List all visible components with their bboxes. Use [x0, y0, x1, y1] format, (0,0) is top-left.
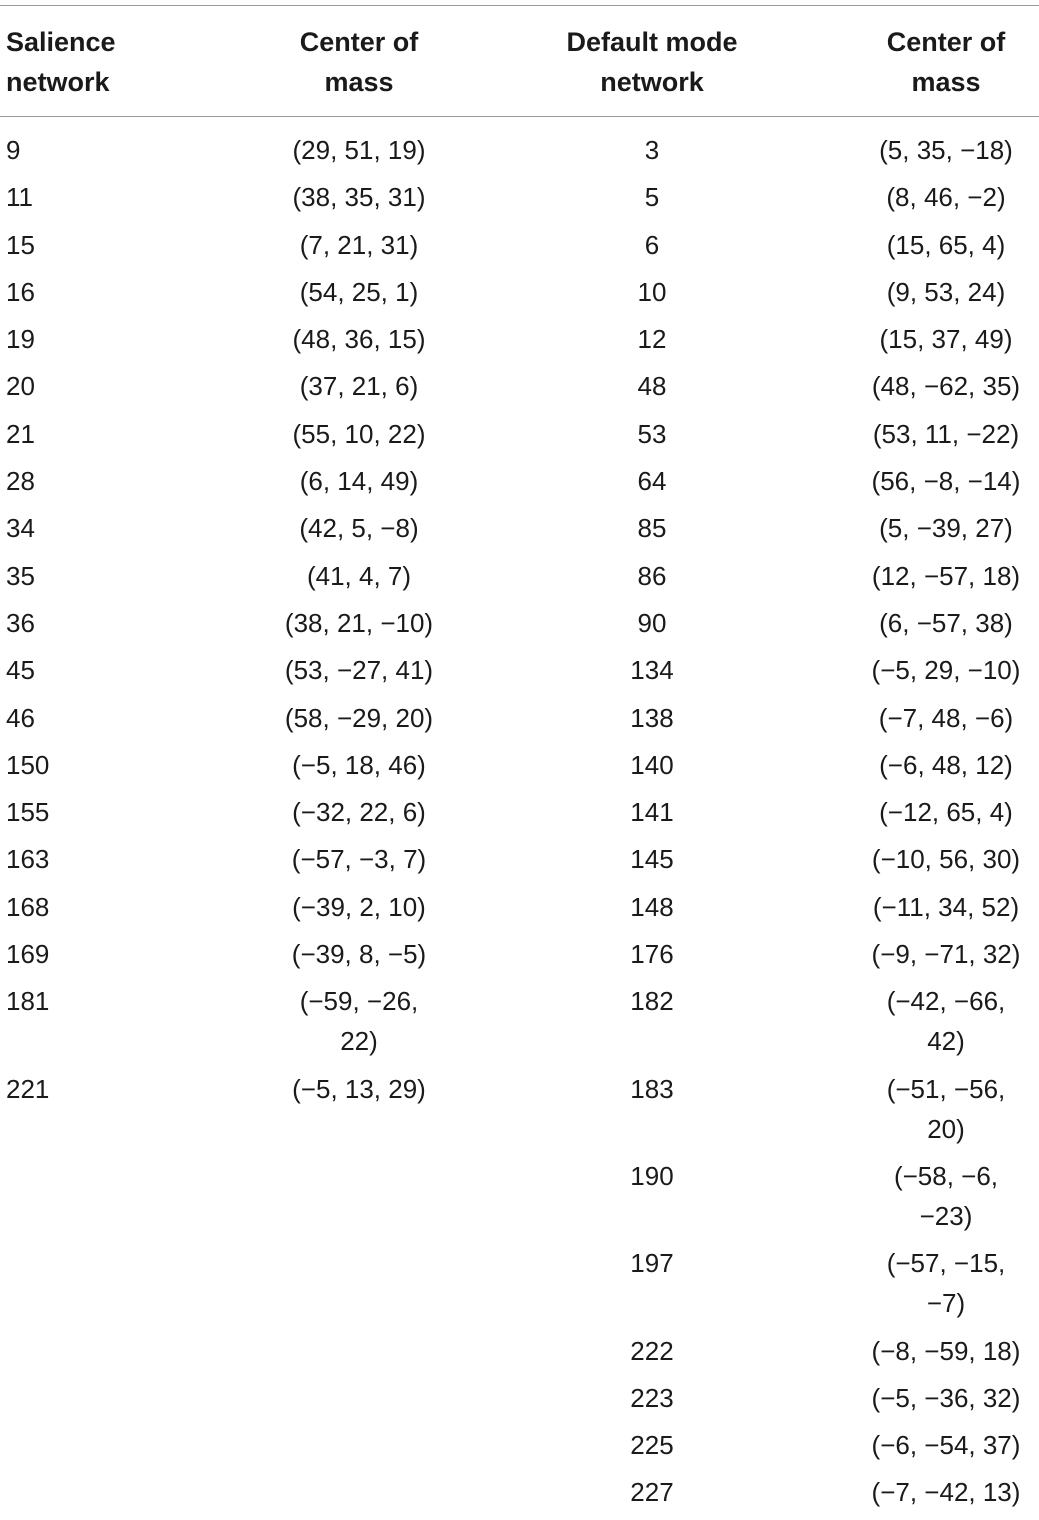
- cell-dmn-center: (15, 65, 4): [886, 229, 1006, 260]
- cell-salience-node: 16: [6, 276, 35, 307]
- cell-salience-center: (38, 21, −10): [284, 607, 434, 638]
- cell-dmn-center: (−42, −66, 42): [886, 986, 1006, 1057]
- cell-dmn-center: (−6, −54, 37): [871, 1430, 1021, 1461]
- cell-salience-center: (38, 35, 31): [292, 182, 426, 213]
- cell-dmn-center: (−57, −15, −7): [886, 1248, 1006, 1319]
- cell-dmn-node: 90: [637, 607, 667, 638]
- cell-dmn-node: 227: [630, 1477, 674, 1508]
- table-header: [0, 22, 1039, 102]
- cell-salience-node: 20: [6, 371, 35, 402]
- cell-salience-center: (−59, −26, 22): [299, 986, 419, 1057]
- table-row: [0, 1243, 1039, 1330]
- cell-dmn-center: (−5, 29, −10): [871, 655, 1021, 686]
- table-row: [0, 698, 1039, 745]
- table-row: [0, 272, 1039, 319]
- cell-dmn-node: 148: [630, 891, 674, 922]
- cell-salience-center: (29, 51, 19): [292, 135, 426, 165]
- cell-salience-center: (41, 4, 7): [306, 560, 412, 591]
- cell-dmn-node: 182: [630, 986, 674, 1017]
- cell-salience-center: (53, −27, 41): [284, 655, 434, 686]
- cell-dmn-node: 190: [630, 1160, 674, 1191]
- cell-dmn-center: (−12, 65, 4): [879, 797, 1013, 828]
- table-row: [0, 934, 1039, 981]
- cell-dmn-center: (−7, −42, 13): [871, 1477, 1021, 1508]
- table-header-rule: [0, 116, 1039, 117]
- cell-dmn-node: 10: [637, 276, 667, 307]
- cell-salience-node: 155: [6, 797, 50, 828]
- table-row: [0, 650, 1039, 697]
- cell-salience-node: 169: [6, 939, 50, 970]
- cell-dmn-node: 183: [630, 1073, 674, 1104]
- cell-dmn-node: 53: [637, 418, 667, 449]
- cell-salience-node: 11: [6, 182, 33, 213]
- cell-salience-center: (54, 25, 1): [299, 276, 419, 307]
- cell-salience-node: 168: [6, 891, 50, 922]
- cell-dmn-center: (8, 46, −2): [886, 182, 1006, 213]
- cell-salience-node: 150: [6, 749, 50, 780]
- table-row: [0, 887, 1039, 934]
- cell-dmn-node: 5: [644, 182, 660, 213]
- cell-dmn-center: (6, −57, 38): [879, 607, 1013, 638]
- cell-dmn-node: 222: [630, 1335, 674, 1366]
- cell-dmn-center: (48, −62, 35): [871, 371, 1021, 402]
- header-center-of-mass-1: Center of mass: [299, 27, 419, 97]
- header-salience-network: Salience network: [6, 27, 116, 97]
- cell-dmn-center: (−9, −71, 32): [871, 939, 1021, 970]
- cell-salience-node: 9: [6, 135, 21, 165]
- cell-salience-node: 21: [6, 418, 35, 449]
- cell-dmn-node: 138: [630, 702, 674, 733]
- table-body: [0, 130, 1039, 1520]
- cell-salience-center: (42, 5, −8): [299, 513, 419, 544]
- cell-dmn-node: 134: [630, 655, 674, 686]
- cell-dmn-center: (−7, 48, −6): [878, 702, 1014, 733]
- table-row: [0, 981, 1039, 1068]
- cell-dmn-center: (−11, 34, 52): [872, 891, 1020, 922]
- cell-salience-node: 19: [6, 324, 35, 355]
- cell-dmn-node: 141: [630, 797, 674, 828]
- table-row: [0, 1069, 1039, 1156]
- cell-dmn-center: (−6, 48, 12): [879, 749, 1013, 780]
- table-row: [0, 745, 1039, 792]
- cell-dmn-center: (9, 53, 24): [886, 276, 1006, 307]
- cell-dmn-center: (−58, −6, −23): [893, 1160, 999, 1231]
- table-row: [0, 1156, 1039, 1243]
- cell-salience-node: 28: [6, 466, 35, 497]
- cell-salience-center: (−5, 18, 46): [292, 749, 426, 780]
- cell-dmn-node: 223: [630, 1382, 674, 1413]
- cell-salience-center: (37, 21, 6): [299, 371, 419, 402]
- cell-dmn-node: 176: [630, 939, 674, 970]
- table-row: [0, 225, 1039, 272]
- cell-salience-node: 35: [6, 560, 35, 591]
- cell-dmn-center: (12, −57, 18): [871, 560, 1021, 591]
- cell-salience-center: (7, 21, 31): [299, 229, 419, 260]
- cell-dmn-node: 6: [644, 229, 660, 260]
- table-row: [0, 556, 1039, 603]
- cell-salience-center: (58, −29, 20): [284, 702, 434, 733]
- cell-dmn-node: 86: [637, 560, 667, 591]
- cell-dmn-center: (56, −8, −14): [871, 466, 1021, 497]
- cell-dmn-node: 225: [630, 1430, 674, 1461]
- cell-salience-center: (6, 14, 49): [299, 466, 419, 497]
- cell-salience-center: (48, 36, 15): [292, 324, 426, 355]
- cell-dmn-center: (−51, −56, 20): [886, 1073, 1006, 1144]
- cell-salience-center: (55, 10, 22): [292, 418, 426, 449]
- cell-dmn-node: 12: [637, 324, 667, 355]
- table-row: [0, 366, 1039, 413]
- table-row: [0, 839, 1039, 886]
- cell-dmn-center: (−5, −36, 32): [871, 1382, 1021, 1413]
- cell-dmn-node: 3: [644, 135, 660, 165]
- header-default-mode-network: Default mode network: [566, 27, 738, 97]
- cell-salience-center: (−39, 8, −5): [291, 939, 427, 970]
- cell-salience-node: 45: [6, 655, 35, 686]
- cell-dmn-node: 145: [630, 844, 674, 875]
- cell-salience-center: (−57, −3, 7): [291, 844, 427, 875]
- cell-salience-center: (−39, 2, 10): [292, 891, 426, 922]
- cell-dmn-node: 85: [637, 513, 667, 544]
- cell-salience-node: 221: [6, 1073, 50, 1104]
- cell-dmn-center: (53, 11, −22): [872, 418, 1020, 449]
- cell-salience-node: 36: [6, 607, 35, 638]
- table-row: [0, 1472, 1039, 1519]
- cell-salience-center: (−5, 13, 29): [292, 1073, 426, 1104]
- table-row: [0, 461, 1039, 508]
- table-row: [0, 414, 1039, 461]
- cell-salience-node: 46: [6, 702, 35, 733]
- table-row: [0, 1331, 1039, 1378]
- cell-dmn-node: 64: [637, 466, 667, 497]
- table-row: [0, 177, 1039, 224]
- cell-salience-center: (−32, 22, 6): [292, 797, 426, 828]
- cell-salience-node: 181: [6, 986, 50, 1017]
- table-row: [0, 130, 1039, 177]
- table-top-rule: [0, 5, 1039, 6]
- table-row: [0, 792, 1039, 839]
- cell-dmn-center: (−8, −59, 18): [871, 1335, 1021, 1366]
- table-row: [0, 508, 1039, 555]
- cell-dmn-center: (5, −39, 27): [879, 513, 1013, 544]
- cell-dmn-node: 197: [630, 1248, 674, 1279]
- cell-salience-node: 15: [6, 229, 35, 260]
- cell-dmn-node: 48: [637, 371, 667, 402]
- table-row: [0, 1425, 1039, 1472]
- cell-dmn-center: (5, 35, −18): [879, 135, 1013, 165]
- table-row: [0, 603, 1039, 650]
- table-row: [0, 319, 1039, 366]
- cell-salience-node: 163: [6, 844, 50, 875]
- table-row: [0, 1378, 1039, 1425]
- cell-dmn-center: (15, 37, 49): [879, 324, 1013, 355]
- header-center-of-mass-2: Center of mass: [886, 27, 1006, 97]
- cell-salience-node: 34: [6, 513, 35, 544]
- cell-dmn-center: (−10, 56, 30): [871, 844, 1021, 875]
- cell-dmn-node: 140: [630, 749, 674, 780]
